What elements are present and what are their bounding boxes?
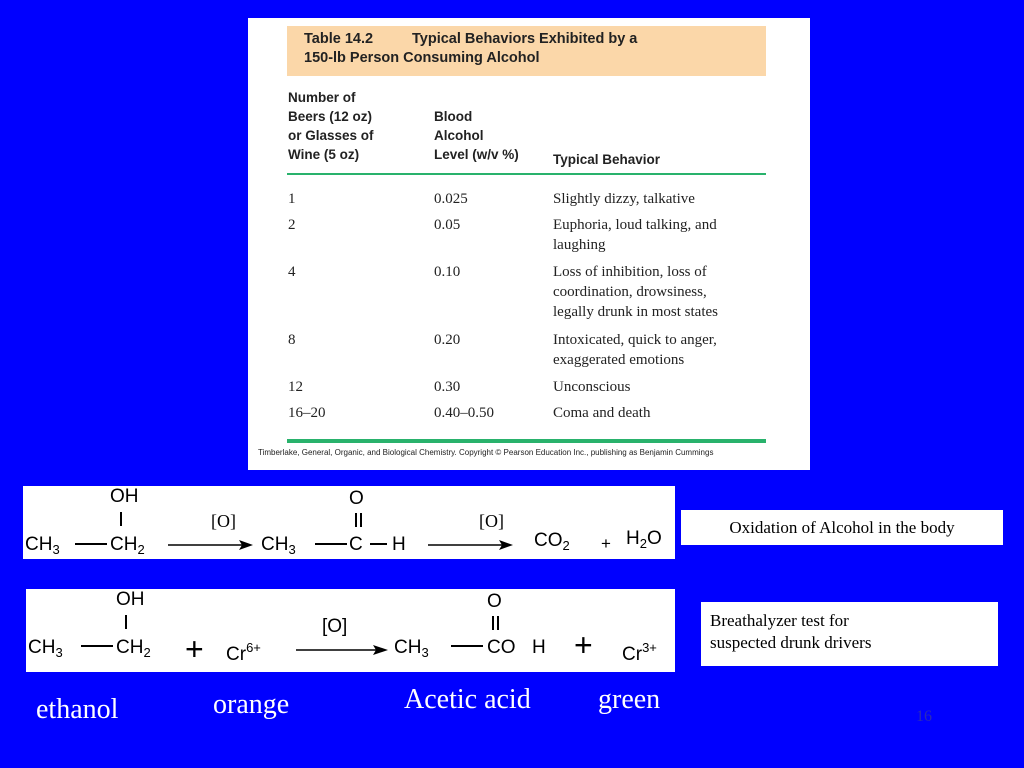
methylene-group: $CH_2$ bbox=[116, 637, 151, 660]
single-bond bbox=[120, 512, 122, 526]
breathalyzer-note: Breathalyzer test for suspected drunk drivers bbox=[701, 602, 998, 666]
chromium-three-ion: $Cr^{3+}$ bbox=[622, 640, 657, 665]
carbon-dioxide: $CO_2$ bbox=[534, 530, 570, 553]
breathalyzer-reaction bbox=[26, 589, 675, 672]
row-bac: 0.05 bbox=[434, 217, 461, 233]
table-title-line1: Typical Behaviors Exhibited by a bbox=[412, 31, 638, 47]
chromium-six-ion: $Cr^{6+}$ bbox=[226, 640, 261, 665]
header-divider bbox=[287, 173, 766, 175]
single-bond bbox=[81, 645, 113, 647]
row-behavior: Slightly dizzy, talkative bbox=[553, 191, 695, 207]
row-behavior: Loss of inhibition, loss of coordination, drowsiness, legally drunk in most states bbox=[553, 264, 718, 320]
caption-green: green bbox=[598, 684, 661, 715]
oxidation-note: Oxidation of Alcohol in the body bbox=[681, 510, 1003, 545]
carbonyl-carbon: C bbox=[349, 534, 363, 555]
carbonyl-oxygen: O bbox=[349, 488, 364, 509]
plus-sign: + bbox=[185, 631, 204, 667]
double-bond bbox=[497, 616, 499, 630]
row-behavior: Unconscious bbox=[553, 379, 631, 395]
row-bac: 0.20 bbox=[434, 332, 461, 348]
row-drinks: 1 bbox=[288, 191, 296, 207]
caption-ethanol: ethanol bbox=[36, 694, 119, 725]
carbonyl-oxygen: O bbox=[487, 591, 502, 612]
hydroxyl-group: OH bbox=[116, 589, 145, 610]
hydroxyl-group: OH bbox=[110, 486, 139, 507]
row-drinks: 12 bbox=[288, 379, 303, 395]
single-bond bbox=[315, 543, 347, 545]
methylene-group: $CH_2$ bbox=[110, 534, 145, 557]
table-number: Table 14.2 bbox=[304, 31, 374, 47]
oxidation-reaction bbox=[23, 486, 675, 559]
row-drinks: 8 bbox=[288, 332, 296, 348]
row-bac: 0.40–0.50 bbox=[434, 405, 494, 421]
oxidant-label: [O] bbox=[322, 616, 348, 637]
row-behavior: Coma and death bbox=[553, 405, 651, 421]
single-bond bbox=[125, 615, 127, 629]
row-bac: 0.30 bbox=[434, 379, 461, 395]
single-bond bbox=[370, 543, 387, 545]
plus-sign: + bbox=[601, 534, 611, 553]
double-bond bbox=[360, 513, 362, 527]
single-bond bbox=[75, 543, 107, 545]
caption-orange: orange bbox=[213, 689, 290, 720]
double-bond bbox=[355, 513, 357, 527]
water: $H_2O$ bbox=[626, 528, 662, 551]
row-behavior: Intoxicated, quick to anger, exaggerated emotions bbox=[553, 332, 717, 368]
row-drinks: 4 bbox=[288, 264, 296, 280]
carboxyl-hydrogen: H bbox=[532, 637, 546, 658]
methyl-group: $CH_3$ bbox=[28, 637, 63, 660]
header-blood-alcohol-level: Blood Alcohol Level (w/v %) bbox=[434, 109, 519, 162]
oxidant-label: [O] bbox=[479, 511, 504, 531]
alcohol-behavior-table bbox=[248, 18, 810, 470]
caption-acetic-acid: Acetic acid bbox=[404, 684, 531, 715]
oxidant-label: [O] bbox=[211, 511, 236, 531]
row-drinks: 16–20 bbox=[288, 405, 326, 421]
table-bottom-rule bbox=[287, 439, 766, 443]
reaction-arrow bbox=[168, 538, 253, 552]
header-typical-behavior: Typical Behavior bbox=[553, 152, 661, 167]
header-number-of-drinks: Number of Beers (12 oz) or Glasses of Wine (5 oz) bbox=[288, 90, 374, 162]
reaction-arrow bbox=[296, 643, 388, 657]
methyl-group: $CH_3$ bbox=[394, 637, 429, 660]
plus-sign: + bbox=[574, 627, 593, 663]
row-bac: 0.10 bbox=[434, 264, 461, 280]
table-credit: Timberlake, General, Organic, and Biological Chemistry. Copyright © Pearson Education Inc., publishing as Benjamin Cummings bbox=[258, 448, 714, 457]
aldehyde-hydrogen: H bbox=[392, 534, 406, 555]
row-drinks: 2 bbox=[288, 217, 296, 233]
methyl-group: $CH_3$ bbox=[25, 534, 60, 557]
single-bond bbox=[451, 645, 483, 647]
table-title bbox=[304, 30, 637, 68]
carboxyl-group: CO bbox=[487, 637, 516, 658]
page-number: 16 bbox=[916, 708, 932, 725]
reaction-arrow bbox=[428, 538, 513, 552]
methyl-group: $CH_3$ bbox=[261, 534, 296, 557]
row-behavior: Euphoria, loud talking, and laughing bbox=[553, 217, 717, 253]
double-bond bbox=[492, 616, 494, 630]
table-title-line2: 150-lb Person Consuming Alcohol bbox=[304, 50, 540, 66]
row-bac: 0.025 bbox=[434, 191, 468, 207]
